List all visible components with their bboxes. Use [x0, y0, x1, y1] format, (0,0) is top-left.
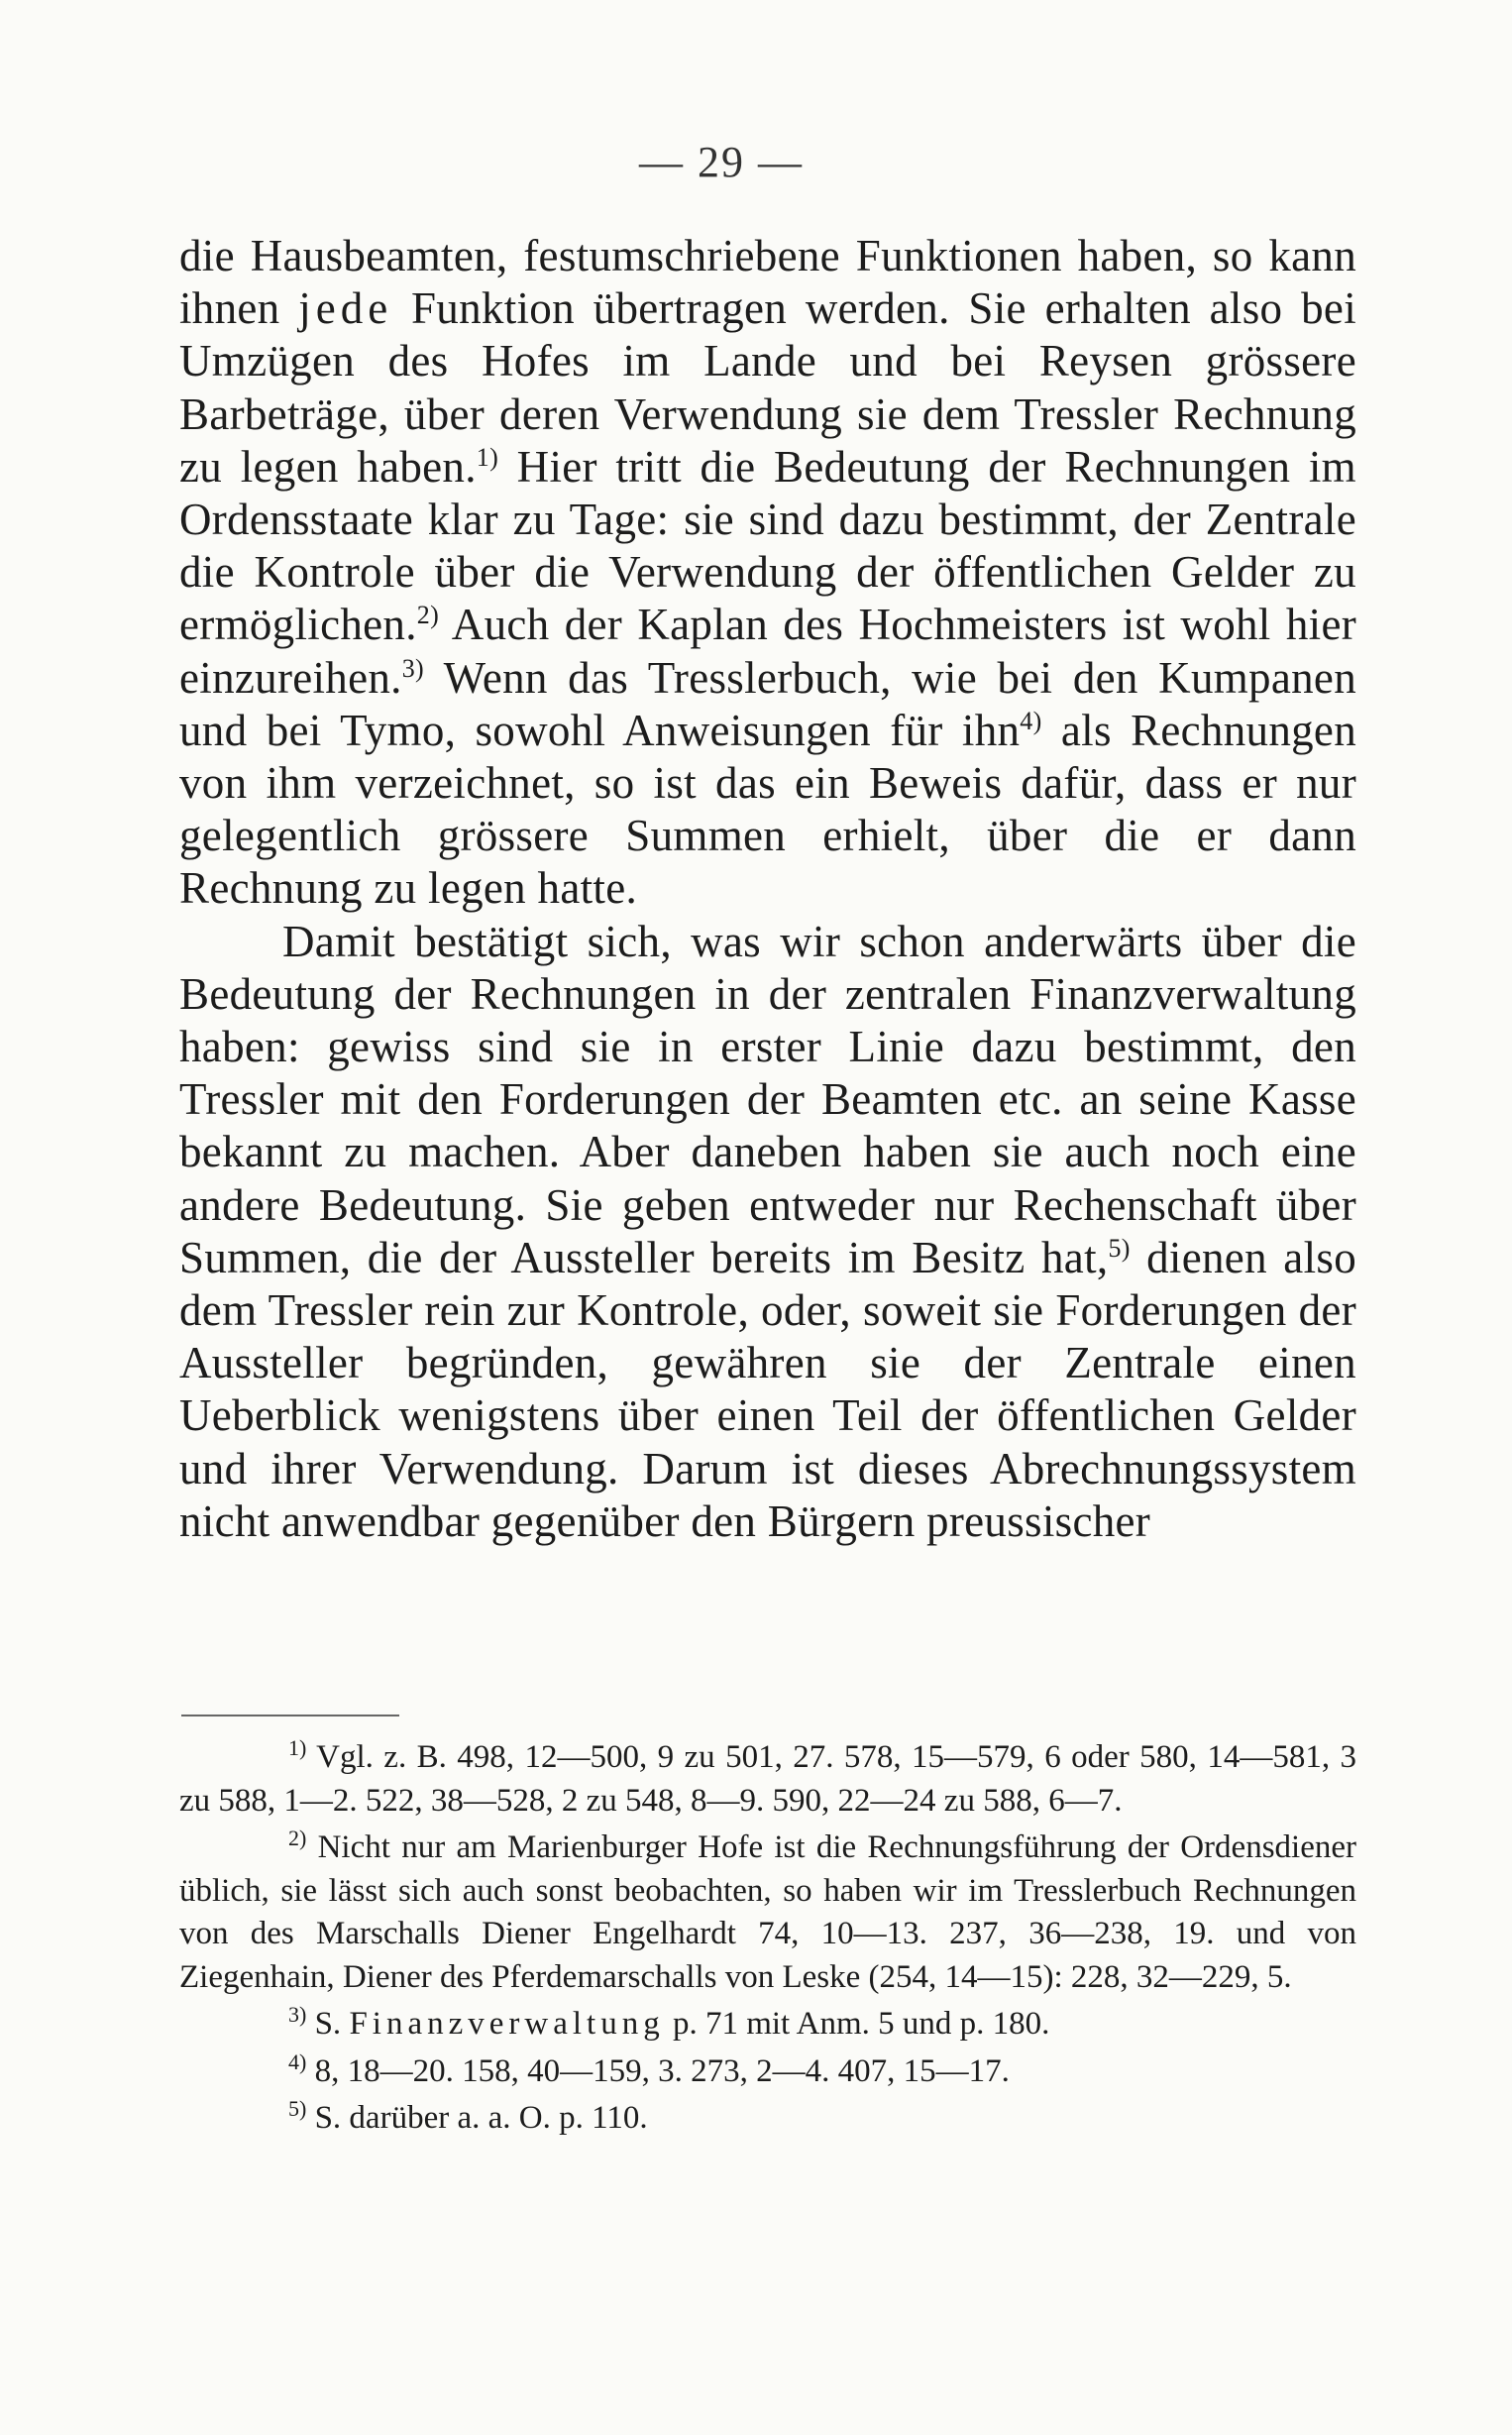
- footnote-ref-2[interactable]: 2): [416, 601, 440, 630]
- paragraph-1: [179, 230, 1356, 916]
- footnote-ref-5[interactable]: 5): [1108, 1233, 1131, 1263]
- text-run: Auch der Kaplan des Hochmeisters ist wohl hier einzureihen.: [179, 600, 1356, 703]
- emphasis-jede: jede: [298, 283, 393, 334]
- footnote-ref-3[interactable]: 3): [401, 653, 424, 683]
- footnote-text: Nicht nur am Marienburger Hofe ist die Rechnungsführung der Ordensdiener üblich, sie lässt sich auch sonst beobachten, so haben wir im Tresslerbuch Rechnungen von des Marschalls Diener Engelhardt 74, 10—13. 237, 36—238, 19. und von Ziegenhain, Diener des Pferdemarschalls von Leske (254, 14—15): 228, 32—229, 5.: [179, 1829, 1356, 1995]
- footnote-mark: 3): [288, 2002, 307, 2027]
- paragraph-2: [179, 916, 1356, 1548]
- footnote-mark: 5): [288, 2096, 307, 2121]
- footnote-1: [179, 1736, 1356, 1823]
- text-run: Wenn das Tresslerbuch, wie bei den Kumpanen und bei Tymo, sowohl Anweisungen für ihn: [179, 652, 1356, 755]
- text-run: dienen also dem Tressler rein zur Kontrole, oder, soweit sie Forderungen der Aussteller begründen, gewähren sie der Zentrale einen Ueberblick wenigstens über einen Teil der öffentlichen Gelder und ihrer Verwendung. Darum ist dieses Abrechnungssystem nicht anwendbar gegenüber den Bürgern preussischer: [179, 1232, 1356, 1546]
- footnote-text: p. 71 mit Anm. 5 und p. 180.: [664, 2006, 1050, 2042]
- text-run: als Rechnungen von ihm verzeichnet, so ist das ein Beweis dafür, dass er nur gelegentlich grössere Summen erhielt, über die er dann Rechnung zu legen hatte.: [179, 705, 1357, 914]
- footnote-ref-4[interactable]: 4): [1020, 706, 1042, 735]
- footnote-text: S.: [306, 2006, 350, 2042]
- footnote-ref-1[interactable]: 1): [476, 442, 499, 472]
- text-run: Damit bestätigt sich, was wir schon anderwärts über die Bedeutung der Rechnungen in der zentralen Finanzverwaltung haben: gewiss sind sie in erster Linie dazu bestimmt, den Tressler mit den Forderungen der Beamten etc. an seine Kasse bekannt zu machen. Aber daneben haben sie auch noch eine andere Bedeutung. Sie geben entweder nur Rechenschaft über Summen, die der Aussteller bereits im Besitz hat,: [179, 916, 1356, 1282]
- footnote-text: Vgl. z. B. 498, 12—500, 9 zu 501, 27. 578, 15—579, 6 oder 580, 14—581, 3 zu 588, 1—2. 522, 38—528, 2 zu 548, 8—9. 590, 22—24 zu 588, 6—7.: [179, 1739, 1356, 1819]
- footnote-2: [179, 1826, 1356, 1999]
- page-number: — 29 —: [639, 138, 804, 186]
- footnote-5: [179, 2097, 1356, 2141]
- main-text: [179, 230, 1356, 1548]
- footnote-mark: 4): [288, 2048, 307, 2074]
- footnote-4: [179, 2050, 1356, 2094]
- footnote-divider: [181, 1715, 399, 1716]
- text-run: Funktion übertragen werden. Sie erhalten also bei Umzügen des Hofes im Lande und bei Reysen grössere Barbeträge, über deren Verwendung sie dem Tressler Rechnung zu legen haben.: [179, 283, 1356, 492]
- footnotes: [179, 1736, 1356, 2145]
- footnote-emphasis: Finanzverwaltung: [349, 2006, 665, 2042]
- text-run: Hier tritt die Bedeutung der Rechnungen im Ordensstaate klar zu Tage: sie sind dazu bestimmt, der Zentrale die Kontrole über die Verwendung der öffentlichen Gelder zu ermöglichen.: [179, 441, 1356, 650]
- footnote-mark: 1): [288, 1735, 307, 1760]
- footnote-3: [179, 2003, 1356, 2047]
- footnote-mark: 2): [288, 1826, 307, 1850]
- text-run: die Hausbeamten, festumschriebene Funktionen haben, so kann ihnen: [179, 231, 1356, 334]
- footnote-text: 8, 18—20. 158, 40—159, 3. 273, 2—4. 407, 15—17.: [306, 2052, 1010, 2089]
- footnote-text: S. darüber a. a. O. p. 110.: [306, 2100, 648, 2136]
